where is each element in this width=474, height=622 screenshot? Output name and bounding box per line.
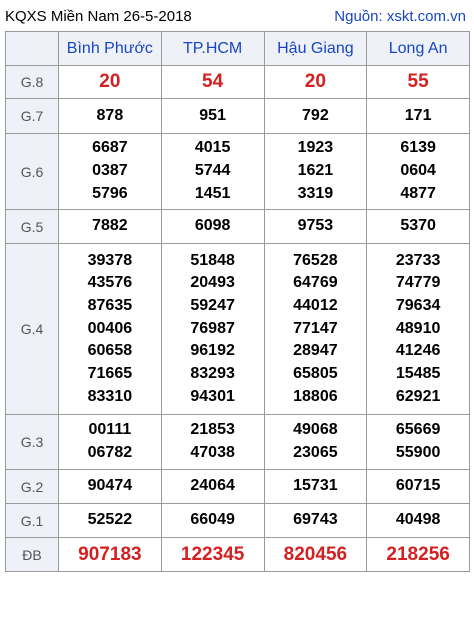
source-link[interactable]: Nguồn: xskt.com.vn bbox=[334, 8, 466, 25]
prize-number: 6098 bbox=[194, 217, 231, 235]
prize-number: 79634 bbox=[395, 296, 441, 314]
province-header: Hậu Giang bbox=[264, 32, 367, 66]
prize-number: 55 bbox=[407, 71, 429, 92]
prize-cell bbox=[161, 66, 264, 99]
prize-number: 40498 bbox=[395, 511, 441, 529]
province-header: TP.HCM bbox=[161, 32, 264, 66]
prize-number: 59247 bbox=[190, 296, 235, 314]
prize-number: 52522 bbox=[87, 511, 133, 529]
prize-number: 5370 bbox=[400, 217, 436, 235]
prize-cell bbox=[264, 504, 367, 538]
prize-label: G.7 bbox=[6, 99, 59, 134]
prize-row bbox=[6, 99, 470, 134]
prize-cell bbox=[264, 66, 367, 99]
prize-number: 951 bbox=[199, 106, 226, 124]
prize-cell bbox=[59, 538, 162, 572]
prize-number: 77147 bbox=[293, 319, 338, 337]
prize-row bbox=[6, 504, 470, 538]
prize-cell bbox=[264, 470, 367, 504]
prize-cell bbox=[59, 66, 162, 99]
prize-cell bbox=[161, 99, 264, 134]
prize-cell bbox=[367, 415, 470, 470]
prize-cell bbox=[367, 538, 470, 572]
prize-cell bbox=[161, 134, 264, 210]
prize-number: 00406 bbox=[87, 319, 133, 337]
prize-number: 76987 bbox=[190, 319, 235, 337]
prize-number: 49068 bbox=[293, 421, 338, 439]
prize-number: 23733 bbox=[395, 251, 441, 269]
results-table bbox=[5, 31, 470, 572]
prize-number: 90474 bbox=[87, 477, 133, 495]
prize-cell bbox=[264, 244, 367, 415]
prize-row bbox=[6, 470, 470, 504]
prize-cell bbox=[264, 538, 367, 572]
prize-number: 66049 bbox=[190, 511, 235, 529]
prize-cell bbox=[161, 504, 264, 538]
prize-cell bbox=[367, 244, 470, 415]
prize-number: 23065 bbox=[293, 444, 338, 461]
province-header: Bình Phước bbox=[59, 32, 162, 66]
prize-number: 122345 bbox=[180, 543, 245, 565]
prize-number: 55900 bbox=[395, 444, 441, 461]
prize-number: 65669 bbox=[395, 421, 441, 439]
prize-number: 41246 bbox=[395, 342, 441, 360]
prize-cell bbox=[161, 244, 264, 415]
prize-number: 28947 bbox=[293, 342, 338, 360]
prize-label: G.1 bbox=[6, 504, 59, 538]
prize-number: 87635 bbox=[87, 296, 133, 314]
prize-cell bbox=[59, 244, 162, 415]
prize-number: 171 bbox=[404, 106, 432, 124]
prize-number: 20493 bbox=[190, 274, 235, 292]
prize-cell bbox=[59, 470, 162, 504]
prize-cell bbox=[367, 66, 470, 99]
prize-number: 9753 bbox=[297, 217, 334, 235]
prize-number: 6687 bbox=[92, 139, 128, 157]
prize-cell bbox=[59, 134, 162, 210]
prize-number: 76528 bbox=[293, 251, 338, 269]
prize-cell bbox=[59, 99, 162, 134]
prize-number: 48910 bbox=[395, 319, 441, 337]
prize-number: 21853 bbox=[190, 421, 235, 439]
prize-row bbox=[6, 134, 470, 210]
prize-cell bbox=[161, 538, 264, 572]
prize-number: 5796 bbox=[92, 184, 128, 202]
prize-number: 39378 bbox=[87, 251, 133, 269]
prize-cell bbox=[367, 134, 470, 210]
prize-number: 54 bbox=[202, 71, 224, 92]
prize-label: G.3 bbox=[6, 415, 59, 470]
prize-row bbox=[6, 210, 470, 244]
prize-label: ĐB bbox=[6, 538, 59, 572]
prize-cell bbox=[367, 99, 470, 134]
corner-cell bbox=[6, 32, 59, 66]
prize-number: 60658 bbox=[87, 342, 133, 360]
prize-number: 96192 bbox=[190, 342, 235, 360]
prize-number: 47038 bbox=[190, 444, 235, 461]
prize-cell bbox=[161, 210, 264, 244]
prize-number: 64769 bbox=[293, 274, 338, 292]
prize-number: 44012 bbox=[293, 296, 338, 314]
prize-cell bbox=[264, 210, 367, 244]
prize-number: 7882 bbox=[92, 217, 128, 235]
prize-number: 51848 bbox=[190, 251, 235, 269]
prize-row bbox=[6, 244, 470, 415]
prize-cell bbox=[367, 470, 470, 504]
prize-label: G.4 bbox=[6, 244, 59, 415]
prize-number: 43576 bbox=[87, 274, 133, 292]
prize-number: 94301 bbox=[190, 387, 235, 405]
prize-cell bbox=[59, 210, 162, 244]
prize-row bbox=[6, 538, 470, 572]
prize-number: 878 bbox=[96, 106, 124, 124]
prize-label: G.2 bbox=[6, 470, 59, 504]
prize-number: 1621 bbox=[297, 162, 334, 180]
prize-number: 20 bbox=[304, 71, 326, 92]
prize-cell bbox=[59, 415, 162, 470]
prize-cell bbox=[161, 470, 264, 504]
prize-number: 65805 bbox=[293, 365, 338, 383]
prize-number: 71665 bbox=[87, 365, 133, 383]
prize-number: 218256 bbox=[386, 543, 450, 565]
prize-number: 0604 bbox=[400, 162, 436, 180]
prize-number: 0387 bbox=[92, 162, 128, 180]
prize-number: 3319 bbox=[297, 184, 334, 202]
prize-number: 00111 bbox=[88, 421, 132, 439]
prize-number: 15485 bbox=[395, 365, 441, 383]
prize-number: 4015 bbox=[194, 139, 231, 157]
prize-cell bbox=[367, 210, 470, 244]
results-container bbox=[5, 3, 469, 572]
prize-number: 18806 bbox=[293, 387, 338, 405]
prize-number: 1923 bbox=[297, 139, 334, 157]
prize-number: 20 bbox=[99, 71, 121, 92]
title-bar bbox=[5, 3, 469, 31]
province-header-row bbox=[6, 32, 470, 66]
prize-cell bbox=[264, 99, 367, 134]
prize-number: 69743 bbox=[293, 511, 338, 529]
prize-row bbox=[6, 66, 470, 99]
prize-number: 74779 bbox=[395, 274, 441, 292]
prize-cell bbox=[161, 415, 264, 470]
prize-cell bbox=[264, 134, 367, 210]
prize-number: 4877 bbox=[400, 184, 436, 202]
prize-label: G.8 bbox=[6, 66, 59, 99]
province-header: Long An bbox=[367, 32, 470, 66]
prize-number: 5744 bbox=[194, 162, 231, 180]
prize-cell bbox=[264, 415, 367, 470]
prize-number: 62921 bbox=[395, 387, 441, 405]
prize-row bbox=[6, 415, 470, 470]
prize-cell bbox=[367, 504, 470, 538]
prize-label: G.6 bbox=[6, 134, 59, 210]
prize-number: 907183 bbox=[78, 543, 142, 565]
prize-number: 6139 bbox=[400, 139, 436, 157]
prize-label: G.5 bbox=[6, 210, 59, 244]
prize-number: 83310 bbox=[87, 387, 133, 405]
prize-number: 24064 bbox=[190, 477, 235, 495]
prize-number: 820456 bbox=[283, 543, 348, 565]
prize-cell bbox=[59, 504, 162, 538]
page-title: KQXS Miền Nam 26-5-2018 bbox=[5, 8, 192, 25]
prize-number: 15731 bbox=[293, 477, 338, 495]
prize-number: 83293 bbox=[190, 365, 235, 383]
prize-number: 06782 bbox=[87, 444, 133, 461]
prize-number: 792 bbox=[302, 106, 329, 124]
prize-number: 1451 bbox=[194, 184, 231, 202]
prize-number: 60715 bbox=[395, 477, 441, 495]
